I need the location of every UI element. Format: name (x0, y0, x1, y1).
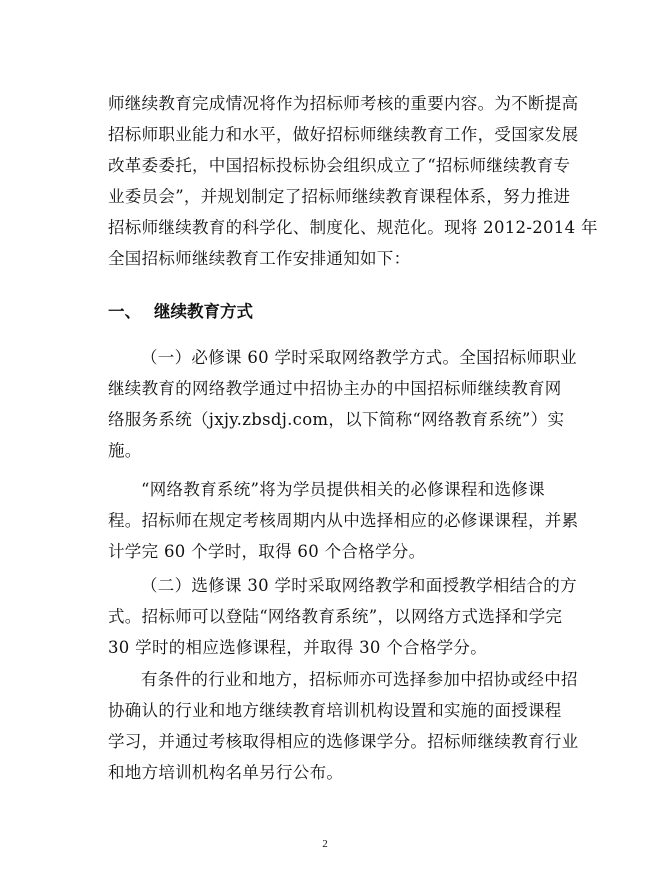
text-line: 继续教育的网络教学通过中招协主办的中国招标师继续教育网 (108, 379, 562, 398)
text-line: “网络教育系统”将为学员提供相关的必修课程和选修课 (141, 480, 545, 499)
text-line: 学习，并通过考核取得相应的选修课学分。招标师继续教育行业 (108, 732, 579, 751)
text-line: 有条件的行业和地方，招标师亦可选择参加中招协或经中招 (141, 670, 578, 689)
text-line: 程。招标师在规定考核周期内从中选择相应的必修课课程，并累 (108, 511, 579, 530)
section-heading (108, 296, 253, 327)
text-line: 改革委委托，中国招标投标协会组织成立了“招标师继续教育专 (108, 156, 571, 175)
text-line: （二）选修课 30 学时采取网络教学和面授教学相结合的方 (141, 576, 577, 595)
text-line: 30 学时的相应选修课程，并取得 30 个合格学分。 (108, 638, 488, 657)
paragraph-face-to-face (108, 664, 579, 788)
section-title: 继续教育方式 (154, 302, 253, 321)
text-line: 络服务系统（jxjy.zbsdj.com，以下简称“网络教育系统”）实 (108, 410, 565, 429)
text-line: 施。 (108, 441, 142, 460)
page-number: 2 (322, 838, 328, 850)
text-line: 全国招标师继续教育工作安排通知如下： (108, 249, 411, 268)
text-line: 师继续教育完成情况将作为招标师考核的重要内容。为不断提高 (108, 94, 579, 113)
text-line: 业委员会”，并规划制定了招标师继续教育课程体系，努力推进 (108, 187, 571, 206)
text-line: 招标师职业能力和水平，做好招标师继续教育工作，受国家发展 (108, 125, 579, 144)
section-number: 一、 (108, 302, 141, 321)
text-line: 式。招标师可以登陆“网络教育系统”，以网络方式选择和学完 (108, 607, 563, 626)
paragraph-required-course (108, 342, 577, 466)
intro-paragraph (108, 88, 598, 274)
text-line: （一）必修课 60 学时采取网络教学方式。全国招标师职业 (141, 348, 577, 367)
text-line: 计学完 60 个学时，取得 60 个合格学分。 (108, 542, 426, 561)
text-line: 招标师继续教育的科学化、制度化、规范化。现将 2012-2014 年 (108, 218, 598, 237)
text-line: 和地方培训机构名单另行公布。 (108, 763, 344, 782)
paragraph-network-system (108, 474, 579, 567)
text-line: 协确认的行业和地方继续教育培训机构设置和实施的面授课程 (108, 701, 562, 720)
paragraph-elective-course (108, 570, 577, 663)
